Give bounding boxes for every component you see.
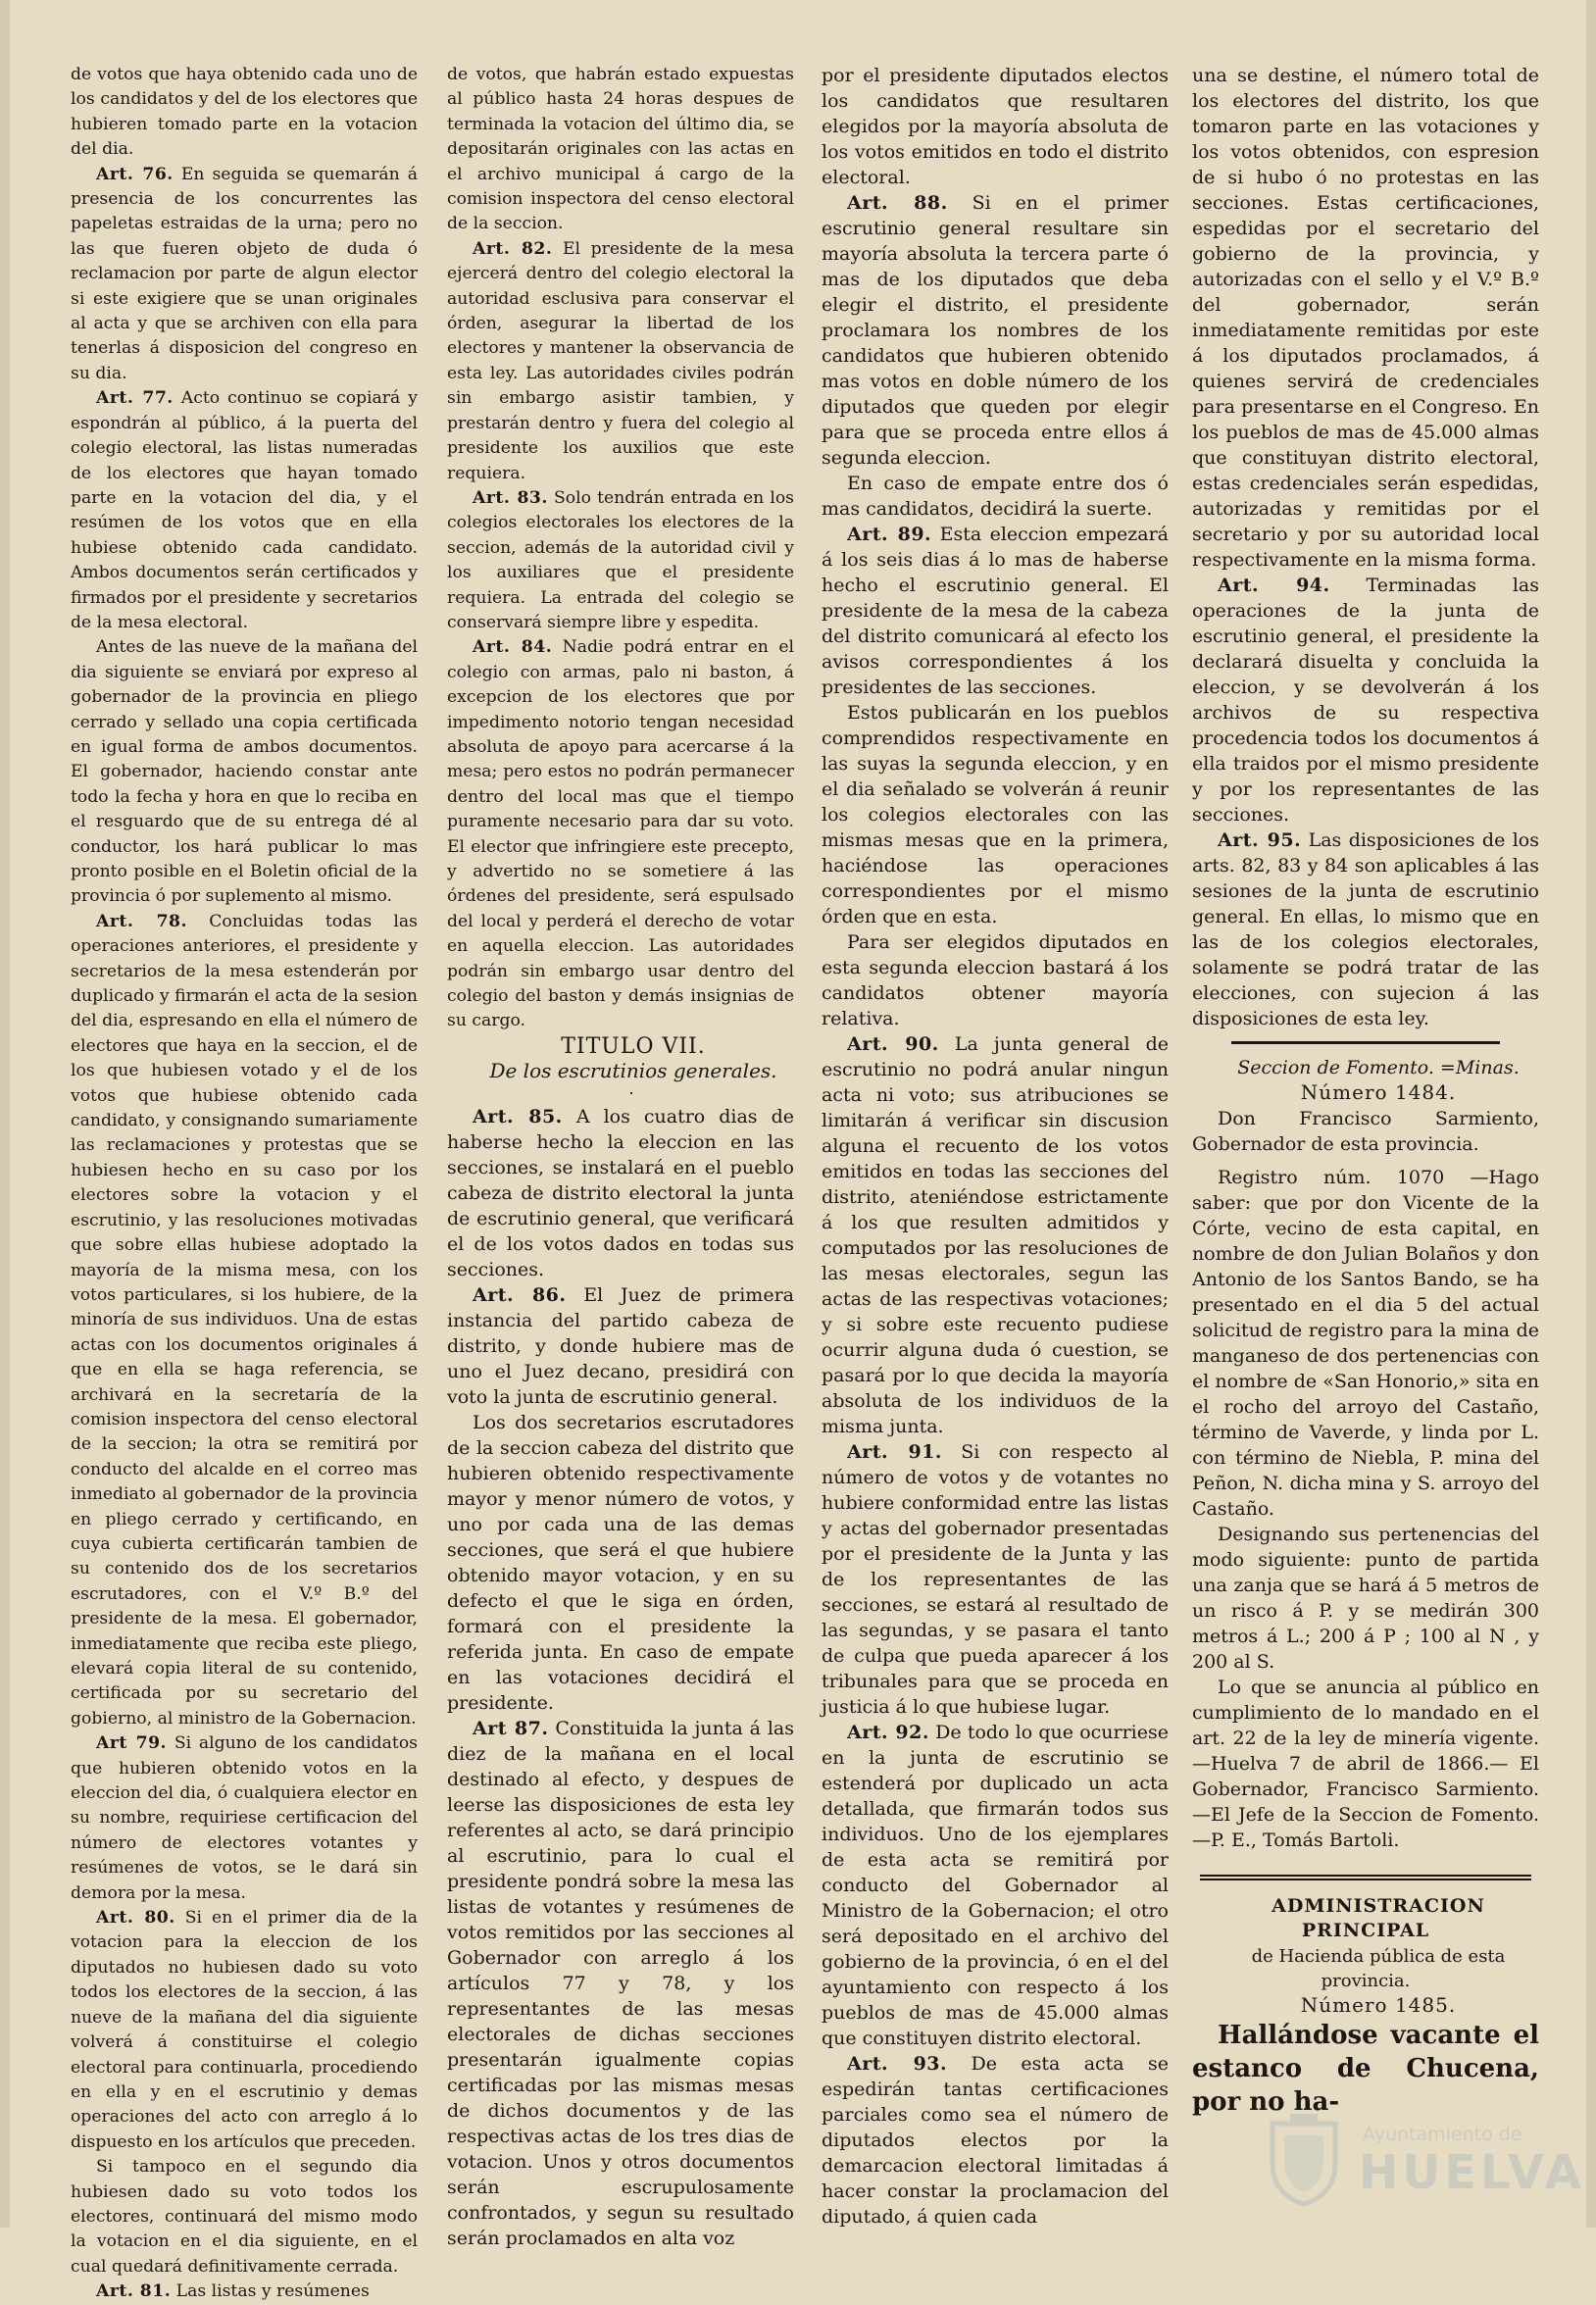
subtitle-heading: De los escrutinios generales.: [489, 1059, 777, 1083]
notice-issuer: Don Francisco Sarmiento, Gobernador de esta provincia.: [1192, 1107, 1539, 1155]
article-number: Art. 80.: [96, 1908, 175, 1929]
article-92: [822, 1720, 1169, 2051]
section-heading: Seccion de Fomento. =Minas.: [1237, 1057, 1520, 1078]
paragraph: En caso de empate entre dos ó mas candidatos, decidirá la suerte.: [822, 473, 1169, 520]
article-text: Concluidas todas las operaciones anteriores, el presidente y secretarios de la mesa estenderán por duplicado y firmarán el acta de la sesion del dia, espresando en ella el número de electores que haya en la seccion, el de los que hubiesen votado y el de los votos que hubiese obtenido cada candidato, y consignando sumariamente las reclamaciones y protestas que se hubiesen hecho en su caso por los electores sobre la votacion y el escrutinio, y las resoluciones motivadas que sobre ellas hubiese adoptado la mayoría de la misma mesa, con los votos particulares, si los hubiere, de la minoría de sus individuos. Una de estas actas con los documentos originales á que en ella se haga referencia, se archivará en la secretaría de la comision inspectora del censo electoral de la seccion; la otra se remitirá por conducto del alcalde en el correo mas inmediato al gobernador de la provincia en pliego cerrado y certificando, en cuya cubierta certificarán tambien de su contenido dos de los secretarios escrutadores, con el V.º B.º del presidente de la mesa. El gobernador, inmediatamente que reciba este pliego, elevará copia literal de su contenido, certificada por su secretario del gobierno, al ministro de la Gobernacion.: [71, 911, 418, 1729]
article-text: Solo tendrán entrada en los colegios electorales los electores de la seccion, además de la autoridad civil y los auxiliares que el presidente requiera. La entrada del colegio se conservará siempre libre y espedita.: [447, 487, 794, 632]
article-text: Si alguno de los candidatos que hubieren obtenido votos en la eleccion del dia, ó cualquiera elector en su nombre, requiriese certificacion del número de electores votantes y resúmenes de votos, se le dará sin demora por la mesa.: [71, 1733, 419, 1903]
article-76: [71, 163, 418, 387]
article-number: Art. 82.: [473, 238, 553, 259]
article-94: [1192, 573, 1539, 827]
paragraph: Antes de las nueve de la mañana del dia siguiente se enviará por expreso al gobernador de la provincia en pliego cerrado y sellado una copia certificada en igual forma de ambos documentos. El gobernador, haciendo constar ante todo la fecha y hora en que lo reciba en el resguardo que de su entrega dé al conductor, los hará publicar lo mas pronto posible en el Boletin oficial de la provincia ó por suplemento al mismo.: [71, 637, 418, 907]
article-93: [822, 2051, 1169, 2230]
article-text: De esta acta se espedirán tantas certificaciones parciales como sea el número de diputados electos por la demarcacion electoral limitadas á hacer constar la proclamacion del diputado, á quien cada: [822, 2053, 1169, 2228]
article-82: [447, 237, 794, 486]
page-edge-right: [1586, 0, 1596, 2228]
article-83: [447, 486, 794, 635]
article-text: Constituida la junta á las diez de la mañana en el local destinado al efecto, y despues de leerse las disposiciones de esta ley referentes al acto, se dará principio al escrutinio, para lo cual el presidente pondrá sobre la mesa las listas de votantes y resúmenes de votos remitidos por las secciones al Gobernador con arreglo á los artículos 77 y 78, y los representantes de las mesas electorales de dichas secciones presentarán igualmente copias certificadas por las mismas mesas de dichos documentos y de las respectivas actas de los tres dias de votacion. Unos y otros documentos serán escrupulosamente confrontados, y segun su resultado serán proclamados en alta voz: [447, 1717, 794, 2249]
article-text: A los cuatro dias de haberse hecho la eleccion en las secciones, se instalará en el pueblo cabeza de distrito electoral la junta de escrutinio general, que verificará el de los votos dados en todas sus secciones.: [447, 1105, 794, 1280]
ayuntamiento-watermark: [1255, 2106, 1585, 2214]
paragraph: Estos publicarán en los pueblos comprendidos respectivamente en las suyas la segunda eleccion, y en el dia señalado se volverán á reunir los colegios electorales con las mismas mesas que en la primera, haciéndose las operaciones correspondientes por el mismo órden que en esta.: [822, 702, 1169, 927]
article-text: Si en el primer dia de la votacion para la eleccion de los diputados no hubiesen dado su voto todos los electores de la seccion, á las nueve de la mañana del dia siguiente volverá á constituirse el colegio electoral para continuarla, procediendo en ella y en el escrutinio y demas operaciones del acto con arreglo á lo dispuesto en los artículos que preceden.: [71, 1908, 419, 2152]
article-number: Art. 81.: [96, 2281, 172, 2302]
column-4: [1192, 63, 1539, 2119]
section-divider: [1231, 1041, 1500, 1044]
paragraph: Registro núm. 1070 —Hago saber: que por don Vicente de la Córte, vecino de esta capital, en nombre de don Julian Bolaños y don Antonio de los Santos Bando, se ha presentado en el dia 5 del actual solicitud de registro para la mina de manganeso de dos pertenencias con el nombre de «San Honorio,» sita en el rocho del arroyo del Castaño, término de Vaverde, y linda por L. con término de Niebla, P. mina del Peñon, N. dicha mina y S. arroyo del Castaño.: [1192, 1166, 1539, 1520]
article-number: Art. 84.: [473, 637, 553, 658]
article-number: Art. 88.: [847, 192, 948, 214]
paragraph: Si tampoco en el segundo dia hubiesen dado su voto todos los electores, continuará del mismo modo la votacion en el dia siguiente, en el cual quedará definitivamente cerrada.: [71, 2157, 418, 2277]
article-number: Art 79.: [96, 1733, 168, 1754]
paragraph: Designando sus pertenencias del modo siguiente: punto de partida una zanja que se hará á 5 metros de un risco á P. y se medirán 300 metros á L.; 200 á P ; 100 al N , y 200 al S.: [1192, 1523, 1539, 1673]
column-2: [447, 63, 794, 2251]
paragraph: por el presidente diputados electos los candidatos que resultaren elegidos por la mayoría absoluta de los votos emitidos en todo el distrito electoral.: [822, 65, 1169, 188]
watermark-line-1: Ayuntamiento de: [1363, 2124, 1522, 2145]
article-text: Si en el primer escrutinio general resultare sin mayoría absoluta la tercera parte ó mas de los diputados que deba elegir el distrito, el presidente proclamara los nombres de los candidatos que hubieren obtenido mas votos en doble número de los diputados que queden por elegir para que se proceda entre ellos á segunda eleccion.: [822, 192, 1169, 469]
article-number: Art. 93.: [847, 2053, 948, 2075]
article-84: [447, 635, 794, 1034]
title-heading: TITULO VII.: [561, 1033, 706, 1059]
article-number: Art 87.: [473, 1717, 549, 1739]
article-text: El presidente de la mesa ejercerá dentro del colegio electoral la autoridad esclusiva para conservar el órden, asegurar la libertad de los electores y mantener la observancia de esta ley. Las autoridades civiles podrán sin embargo asistir tambien, y prestarán dentro y fuera del colegio al presidente los auxilios que este requiera.: [447, 238, 794, 483]
article-86: [447, 1282, 794, 1410]
article-text: Las disposiciones de los arts. 82, 83 y 84 son aplicables á las sesiones de la junta de escrutinio general. En ellas, lo mismo que en las de los colegios electorales, solamente se podrá tratar de las elecciones, con sujecion á las disposiciones de esta ley.: [1192, 829, 1539, 1029]
article-text: Terminadas las operaciones de la junta de escrutinio general, el presidente la declarará disuelta y concluida la eleccion, y se devolverán á los archivos de su respectiva procedencia todos los documentos á ella traidos por el mismo presidente y por los representantes de las secciones.: [1192, 575, 1539, 826]
article-text: Nadie podrá entrar en el colegio con armas, palo ni baston, á excepcion de los electores que por impedimento notorio tengan necesidad absoluta de apoyo para acercarse á la mesa; pero estos no podrán permanecer dentro del local mas que el tiempo puramente necesario para dar su voto. El elector que infringiere este precepto, y advertido no se sometiere á las órdenes del presidente, será espulsado del local y perderá el derecho de votar en aquella eleccion. Las autoridades podrán sin embargo usar dentro del colegio del baston y demás insignias de su cargo.: [447, 637, 795, 1031]
column-1: [71, 63, 418, 2305]
article-77: [71, 386, 418, 635]
article-text: Si con respecto al número de votos y de votantes no hubiere conformidad entre las listas y actas del gobernador presentadas por el presidente de la Junta y las de los representantes de las secciones, se estará al resultado de las segundas, y se pasara el tanto de culpa que pueda aparecer á los tribunales para que se proceda en justicia á lo que hubiese lugar.: [822, 1441, 1169, 1718]
article-95: [1192, 827, 1539, 1031]
article-88: [822, 190, 1169, 471]
article-number: Art. 92.: [847, 1722, 929, 1743]
article-text: Las listas y resúmenes: [175, 2281, 370, 2302]
article-number: Art. 78.: [96, 911, 187, 931]
article-81: [71, 2280, 418, 2304]
article-text: Esta eleccion empezará á los seis dias á lo mas de haberse hecho el escrutinio general. El presidente de la mesa de la cabeza del distrito comunicará al efecto los avisos correspondientes á los presidentes de las secciones.: [822, 524, 1169, 698]
article-number: Art. 89.: [847, 524, 932, 545]
article-79: [71, 1731, 418, 1906]
article-80: [71, 1906, 418, 2155]
article-number: Art. 90.: [847, 1033, 939, 1055]
ornament-dots: ·: [628, 1083, 638, 1104]
admin-subheading: de Hacienda pública de esta provincia.: [1251, 1945, 1506, 1992]
article-text: De todo lo que ocurriese en la junta de escrutinio se estenderá por duplicado un acta detallada, que firmarán todos sus individuos. Uno de los ejemplares de esta acta se remitirá por conducto del Gobernador al Ministro de la Gobernacion; el otro será depositado en el archivo del gobierno de la provincia, ó en el del ayuntamiento con respecto á los pueblos de mas de 45.000 almas que constituyen distrito electoral.: [822, 1722, 1169, 2049]
article-text: En seguida se quemarán á presencia de los concurrentes las papeletas estraidas de la urna; pero no las que fueren objeto de duda ó reclamacion por parte de algun elector si este exigiere que se unan originales al acta y que se archiven con ella para tenerlas á disposicion del congreso en su dia.: [71, 164, 418, 383]
article-85: [447, 1104, 794, 1282]
paragraph: Los dos secretarios escrutadores de la seccion cabeza del distrito que hubieren obtenido respectivamente mayor y menor número de votos, y uno por cada una de las demas secciones, que será el que hubiere obtenido mayor votacion, y en su defecto el que le siga en órden, formará con el presidente la referida junta. En caso de empate en las votaciones decidirá el presidente.: [447, 1411, 794, 1714]
article-number: Art. 91.: [847, 1441, 943, 1463]
article-text: Acto continuo se copiará y espondrán al público, á la puerta del colegio electoral, las listas numeradas de los electores que hayan tomado parte en la votacion del dia, y el resúmen de los votos que en ella hubiese obtenido cada candidato. Ambos documentos serán certificados y firmados por el presidente y secretarios de la mesa electoral.: [71, 388, 419, 632]
section-divider-double: [1200, 1875, 1531, 1880]
paragraph: Hallándose vacante el estanco de Chucena, por no ha-: [1192, 2020, 1539, 2117]
article-number: Art. 77.: [96, 388, 174, 409]
paragraph: de votos que haya obtenido cada uno de los candidatos y del de los electores que hubieren tomado parte en la votacion del dia.: [71, 65, 418, 160]
admin-heading: ADMINISTRACION PRINCIPAL: [1272, 1894, 1485, 1942]
page-edge-left: [0, 0, 10, 2228]
paragraph: de votos, que habrán estado expuestas al público hasta 24 horas despues de terminada la votacion del último dia, se depositarán originales con las actas en el archivo municipal á cargo de la comision inspectora del censo electoral de la seccion.: [447, 65, 794, 234]
paragraph: una se destine, el número total de los electores del distrito, los que tomaron parte en las votaciones y los votos obtenidos, con espresion de si hubo ó no protestas en las secciones. Estas certificaciones, espedidas por el secretario del gobierno de la provincia, y autorizadas con el sello y el V.º B.º del gobernador, serán inmediatamente remitidas por este á los diputados proclamados, á quienes servirá de credenciales para presentarse en el Congreso. En los pueblos de mas de 45.000 almas que constituyan distrito electoral, estas credenciales serán espedidas, autorizadas y remitidas por el secretario y por su autoridad local respectivamente en la misma forma.: [1192, 65, 1539, 571]
article-number: Art. 76.: [96, 164, 174, 184]
article-87: [447, 1716, 794, 2251]
article-90: [822, 1031, 1169, 1439]
column-3: [822, 63, 1169, 2230]
watermark-line-2: HUELVA: [1359, 2145, 1585, 2200]
article-number: Art. 85.: [473, 1105, 563, 1127]
coat-of-arms-icon: [1265, 2112, 1343, 2206]
article-91: [822, 1439, 1169, 1720]
article-78: [71, 910, 418, 1731]
article-number: Art. 83.: [473, 487, 548, 508]
article-text: La junta general de escrutinio no podrá anular ningun acta ni voto; sus atribuciones se limitarán á verificar sin discusion alguna el recuento de los votos emitidos en todas las secciones del distrito, ateniéndose estrictamente á los que resulten admitidos y computados por las resoluciones de las mesas electorales, segun las actas de las respectivas votaciones; y si sobre este recuento pudiese ocurrir alguna duda ó cuestion, se pasará por lo que decida la mayoría absoluta de los individuos de la misma junta.: [822, 1033, 1169, 1437]
notice-number: Número 1484.: [1300, 1080, 1457, 1105]
article-89: [822, 522, 1169, 700]
paragraph: Lo que se anuncia al público en cumplimiento de lo mandado en el art. 22 de la ley de minería vigente. —Huelva 7 de abril de 1866.— El Gobernador, Francisco Sarmiento. —El Jefe de la Seccion de Fomento. —P. E., Tomás Bartoli.: [1192, 1676, 1539, 1851]
paragraph: Para ser elegidos diputados en esta segunda eleccion bastará á los candidatos obtener mayoría relativa.: [822, 931, 1169, 1029]
article-text: El Juez de primera instancia del partido cabeza de distrito, y donde hubiere mas de uno el Juez decano, presidirá con voto la junta de escrutinio general.: [447, 1283, 794, 1408]
article-number: Art. 86.: [473, 1283, 567, 1306]
article-number: Art. 95.: [1218, 829, 1302, 851]
notice-number: Número 1485.: [1300, 1993, 1457, 2018]
article-number: Art. 94.: [1218, 575, 1330, 596]
